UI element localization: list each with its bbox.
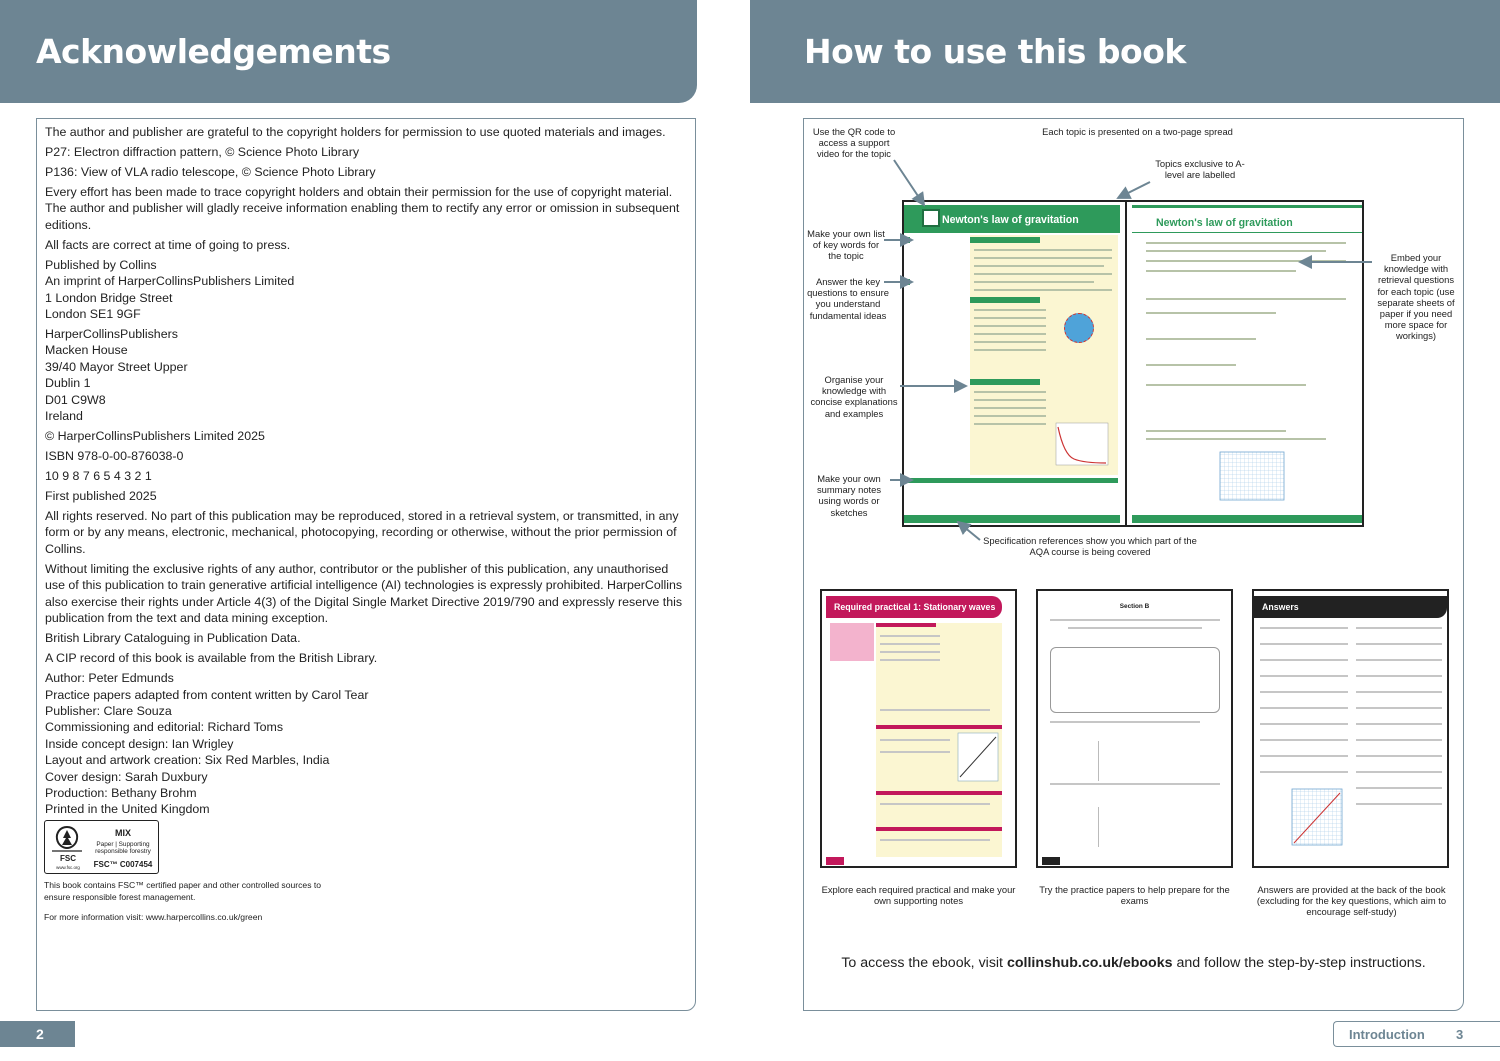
address-line: HarperCollinsPublishers	[45, 327, 178, 342]
text-line	[1356, 707, 1442, 709]
summary-bar	[906, 478, 1118, 483]
annotation-specification: Specification references show you which part of the AQA course is being covered	[983, 535, 1197, 558]
text-line	[880, 709, 990, 711]
text-line	[974, 325, 1046, 327]
section-bar	[970, 379, 1040, 385]
right-page-number: 3	[1456, 1027, 1464, 1042]
print-line: 10 9 8 7 6 5 4 3 2 1	[45, 469, 152, 484]
ack-paragraph: All facts are correct at time of going to press.	[45, 237, 291, 252]
text-line	[1356, 803, 1442, 805]
text-line	[880, 659, 940, 661]
published-by-block	[45, 257, 690, 323]
spread-right-header	[1132, 205, 1364, 233]
earth-field-diagram	[1064, 313, 1094, 343]
answer-grid	[1216, 450, 1288, 506]
spread-gutter	[1125, 202, 1127, 525]
question-line	[1146, 430, 1286, 432]
practical-graph	[954, 731, 1000, 787]
fsc-logo-box	[44, 820, 159, 874]
ack-paragraph: P27: Electron diffraction pattern, © Science Photo Library	[45, 145, 360, 159]
ebook-suffix: and follow the step-by-step instructions.	[1172, 955, 1426, 971]
address-line: 39/40 Mayor Street Upper	[45, 359, 188, 374]
practice-paper-thumbnail	[1036, 589, 1233, 868]
text-line	[880, 803, 990, 805]
question-line	[1146, 242, 1346, 244]
answer-options	[1098, 807, 1108, 847]
credit-line: Author: Peter Edmunds	[45, 671, 174, 686]
text-line	[880, 643, 940, 645]
text-line	[974, 349, 1046, 351]
left-page-number: 2	[0, 1021, 75, 1047]
acknowledgements-frame	[36, 118, 696, 1011]
answer-options	[1098, 741, 1108, 781]
text-line	[1260, 755, 1348, 757]
text-line	[880, 739, 950, 741]
text-line	[974, 407, 1046, 409]
fsc-code: FSC™ C007454	[93, 860, 153, 869]
text-line	[1260, 627, 1348, 629]
cip-line: A CIP record of this book is available from the British Library.	[45, 651, 378, 666]
acknowledgements-text	[45, 124, 690, 821]
fsc-name: FSC	[60, 854, 76, 863]
section-bar	[876, 725, 1002, 729]
ebook-link[interactable]: collinshub.co.uk/ebooks	[1006, 955, 1173, 971]
text-line	[1050, 783, 1220, 785]
ack-paragraph: P136: View of VLA radio telescope, © Science Photo Library	[45, 165, 376, 179]
question-line	[1146, 298, 1346, 300]
credit-line: Publisher: Clare Souza	[45, 703, 172, 718]
caption-practice-papers: Try the practice papers to help prepare for the exams	[1039, 884, 1230, 907]
required-practical-thumbnail	[820, 589, 1017, 868]
text-line	[974, 273, 1112, 275]
cataloguing-line: British Library Cataloguing in Publication Data.	[45, 631, 301, 646]
text-line	[880, 635, 940, 637]
fsc-subtitle: Paper | Supporting responsible forestry	[95, 841, 151, 856]
right-page-title: How to use this book	[804, 32, 1186, 71]
annotation-key-questions: Answer the key questions to ensure you understand fundamental ideas	[807, 276, 889, 321]
instruction-box	[1050, 647, 1220, 713]
text-line	[1356, 691, 1442, 693]
text-line	[974, 257, 1112, 259]
fsc-note: This book contains FSC™ certified paper and other controlled sources to ensure responsible forest management.	[44, 880, 322, 902]
credit-line: Production: Bethany Brohm	[45, 785, 197, 800]
right-page-footer	[1333, 1021, 1500, 1047]
text-line	[1356, 675, 1442, 677]
annotation-qr-code: Use the QR code to access a support video for the topic	[812, 126, 896, 160]
question-line	[1146, 364, 1236, 366]
footer-section-label: Introduction	[1349, 1027, 1425, 1042]
text-line	[1260, 739, 1348, 741]
text-line	[974, 317, 1046, 319]
section-bar	[970, 237, 1040, 243]
caption-answers: Answers are provided at the back of the book (excluding for the key questions, which aim to encourage self-study)	[1256, 884, 1447, 918]
address-line: Dublin 1	[45, 376, 91, 391]
thumb-1-title-bar	[826, 596, 1002, 618]
text-line	[1260, 723, 1348, 725]
question-line	[1146, 270, 1296, 272]
thumb-3-title-bar	[1254, 596, 1447, 618]
spread-right-footer	[1132, 515, 1364, 523]
thumb-2-title: Section B	[1119, 603, 1150, 610]
spread-left-footer	[904, 515, 1120, 523]
ai-notice-paragraph: Without limiting the exclusive rights of any author, contributor or the publisher of this publication, any unauthorised use of this publication to train generative artificial intelligence (AI) technologies is expressly prohibited. HarperCollins also exercise their rights under Article 4(3) of the Digital Single Market Directive 2019/790 and expressly reserve this publication from the text and data mining exception.	[45, 561, 683, 626]
credit-line: Inside concept design: Ian Wrigley	[45, 736, 234, 751]
annotation-a-level: Topics exclusive to A-level are labelled	[1155, 158, 1245, 181]
text-line	[880, 839, 990, 841]
text-line	[1260, 675, 1348, 677]
published-by-line: An imprint of HarperCollinsPublishers Limited	[45, 274, 295, 289]
thumb-3-title: Answers	[1262, 602, 1299, 612]
thumb-1-page-tab	[826, 857, 844, 865]
published-by-line: Published by Collins	[45, 257, 157, 272]
spread-right-title: Newton's law of gravitation	[1156, 217, 1293, 229]
spread-explanation-panel	[970, 235, 1118, 475]
text-line	[1260, 659, 1348, 661]
caption-required-practical: Explore each required practical and make your own supporting notes	[821, 884, 1016, 907]
spread-left-page	[904, 202, 1120, 525]
text-line	[1356, 787, 1442, 789]
credit-line: Layout and artwork creation: Six Red Marbles, India	[45, 753, 330, 768]
topic-spread-preview	[902, 200, 1364, 527]
text-line	[1356, 771, 1442, 773]
address-line: Ireland	[45, 409, 83, 424]
text-line	[1356, 659, 1442, 661]
spread-key-column	[906, 235, 970, 505]
credit-line: Practice papers adapted from content written by Carol Tear	[45, 687, 369, 702]
annotation-retrieval: Embed your knowledge with retrieval questions for each topic (use separate sheets of paper if you need more space for workings)	[1377, 252, 1455, 342]
address-line: D01 C9W8	[45, 392, 106, 407]
ebook-prefix: To access the ebook, visit	[841, 955, 1007, 971]
question-line	[1146, 384, 1306, 386]
text-line	[1260, 691, 1348, 693]
section-bar	[970, 297, 1040, 303]
copyright-line: © HarperCollinsPublishers Limited 2025	[45, 429, 265, 444]
ack-paragraph: The author and publisher are grateful to the copyright holders for permission to use quoted materials and images.	[45, 125, 666, 139]
answers-thumbnail	[1252, 589, 1449, 868]
spread-left-title: Newton's law of gravitation	[942, 214, 1079, 226]
published-by-line: London SE1 9GF	[45, 307, 141, 322]
text-line	[1356, 739, 1442, 741]
thumb-1-title: Required practical 1: Stationary waves	[834, 602, 996, 612]
annotation-two-page-spread: Each topic is presented on a two-page spread	[1042, 126, 1233, 137]
first-published-line: First published 2025	[45, 489, 157, 504]
text-line	[974, 333, 1046, 335]
credit-line: Printed in the United Kingdom	[45, 802, 210, 817]
annotation-key-words: Make your own list of key words for the topic	[807, 228, 885, 262]
question-line	[1146, 250, 1326, 252]
practical-aim-box	[830, 623, 874, 661]
question-line	[1146, 260, 1346, 262]
fsc-url: www.fsc.org	[56, 865, 80, 870]
text-line	[974, 341, 1046, 343]
address-block	[45, 326, 690, 424]
text-line	[1356, 755, 1442, 757]
left-page-banner	[0, 0, 697, 103]
text-line	[1356, 723, 1442, 725]
text-line	[974, 415, 1046, 417]
ack-paragraph: Every effort has been made to trace copyright holders and obtain their permission for the use of copyright material. The author and publisher will gladly receive information enabling them to rectify any error or omission in subsequent editions.	[45, 185, 680, 232]
text-line	[974, 249, 1112, 251]
annotation-summary: Make your own summary notes using words or sketches	[816, 473, 882, 518]
text-line	[974, 309, 1046, 311]
answer-graph	[1288, 787, 1344, 851]
annotation-organise: Organise your knowledge with concise explanations and examples	[810, 374, 898, 419]
spread-right-page	[1132, 202, 1364, 525]
text-line	[1068, 627, 1202, 629]
credit-line: Cover design: Sarah Duxbury	[45, 769, 208, 784]
text-line	[1050, 619, 1220, 621]
left-page-title: Acknowledgements	[36, 32, 391, 71]
thumb-2-page-tab	[1042, 857, 1060, 865]
credit-line: Commissioning and editorial: Richard Toms	[45, 720, 284, 735]
question-line	[1146, 312, 1276, 314]
question-line	[1146, 438, 1326, 440]
text-line	[974, 391, 1046, 393]
text-line	[1356, 627, 1442, 629]
question-line	[1146, 338, 1256, 340]
text-line	[974, 399, 1046, 401]
text-line	[880, 651, 940, 653]
text-line	[1050, 721, 1200, 723]
text-line	[1260, 771, 1348, 773]
text-line	[1260, 707, 1348, 709]
text-line	[974, 265, 1104, 267]
isbn-line: ISBN 978-0-00-876038-0	[45, 449, 184, 464]
section-bar	[876, 791, 1002, 795]
field-strength-graph	[1050, 421, 1110, 471]
fsc-tree-icon	[50, 824, 84, 870]
text-line	[974, 281, 1094, 283]
text-line	[880, 751, 950, 753]
fsc-more-info: For more information visit: www.harpercollins.co.uk/green	[44, 912, 263, 922]
right-page-banner	[750, 0, 1500, 103]
text-line	[974, 423, 1046, 425]
qr-code-icon	[922, 209, 940, 227]
ebook-instructions	[803, 955, 1464, 971]
fsc-mix: MIX	[114, 828, 131, 838]
key-words-marker	[906, 237, 910, 243]
key-questions-marker	[906, 279, 910, 285]
section-bar	[876, 623, 936, 627]
credits-block	[45, 670, 690, 818]
text-line	[1356, 643, 1442, 645]
section-bar	[876, 827, 1002, 831]
text-line	[974, 289, 1112, 291]
rights-paragraph: All rights reserved. No part of this publication may be reproduced, stored in a retrieval system, or transmitted, in any form or by any means, electronic, mechanical, photocopying, recording or otherwise, without the prior permission of Collins.	[45, 509, 679, 556]
address-line: Macken House	[45, 343, 128, 358]
published-by-line: 1 London Bridge Street	[45, 290, 173, 305]
text-line	[1260, 643, 1348, 645]
